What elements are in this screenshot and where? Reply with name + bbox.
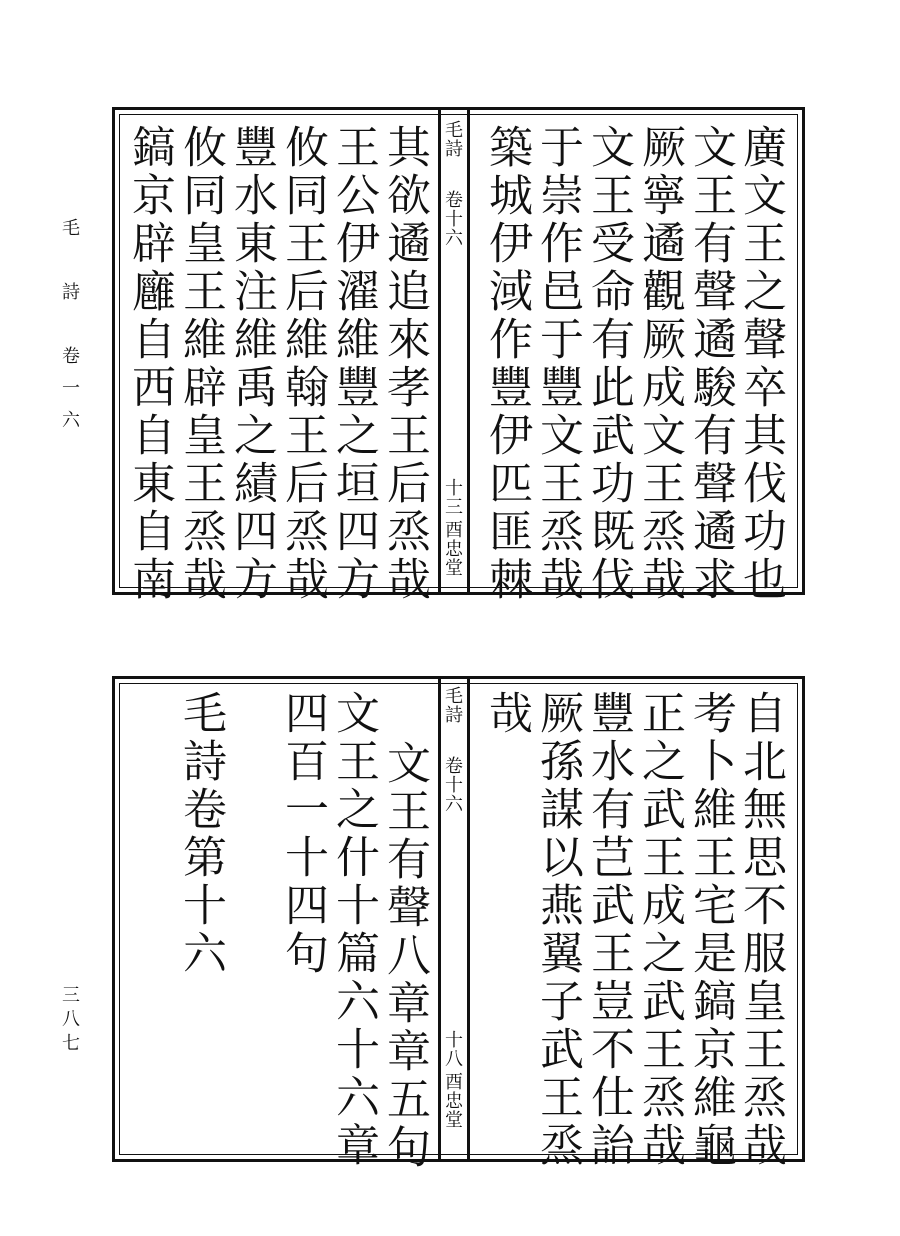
- lower-left-col-5: 毛詩卷第十六: [175, 690, 226, 978]
- upper-left-col-6: 鎬京辟廱自西自東自南: [124, 124, 175, 604]
- lower-right-col-6: 哉: [481, 690, 532, 738]
- upper-right-col-4: 文王受命有此武功既伐: [583, 124, 634, 604]
- upper-center-studio: 酉忠堂: [442, 520, 463, 577]
- upper-left-col-5: 攸同皇王維辟皇王烝哉: [175, 124, 226, 604]
- lower-right-col-5: 厥孫謀以燕翼子武王烝: [532, 690, 583, 1170]
- lower-center-title: 毛詩: [442, 686, 463, 724]
- upper-center-folio: 十三: [442, 478, 463, 516]
- lower-center-studio: 酉忠堂: [442, 1072, 463, 1129]
- lower-center-rule-left: [438, 679, 441, 1159]
- upper-left-col-2: 王公伊濯維豐之垣四方: [328, 124, 379, 604]
- margin-book-title: 毛 詩 卷一六: [59, 218, 80, 442]
- lower-left-col-2: 文王之什十篇六十六章: [328, 690, 379, 1170]
- lower-right-col-4: 豐水有芑武王豈不仕詒: [583, 690, 634, 1170]
- upper-center-rule-left: [438, 110, 441, 592]
- upper-left-col-4: 豐水東注維禹之績四方: [226, 124, 277, 604]
- lower-center-rule-right: [467, 679, 470, 1159]
- upper-center-volume: 卷十六: [442, 190, 463, 247]
- lower-left-col-1: 文王有聲八章章五句: [379, 740, 430, 1172]
- lower-center-folio: 十八: [442, 1030, 463, 1068]
- upper-right-col-5: 于崇作邑于豐文王烝哉: [532, 124, 583, 604]
- lower-right-col-3: 正之武王成之武王烝哉: [634, 690, 685, 1170]
- lower-right-col-1: 自北無思不服皇王烝哉: [735, 690, 786, 1170]
- lower-left-col-3: 四百一十四句: [277, 690, 328, 978]
- lower-center-volume: 卷十六: [442, 756, 463, 813]
- upper-right-col-2: 文王有聲遹駿有聲遹求: [685, 124, 736, 604]
- upper-center-rule-right: [467, 110, 470, 592]
- upper-right-col-1: 廣文王之聲卒其伐功也: [735, 124, 786, 604]
- upper-right-col-3: 厥寧遹觀厥成文王烝哉: [634, 124, 685, 604]
- upper-center-title: 毛詩: [442, 120, 463, 158]
- upper-left-col-3: 攸同王后維翰王后烝哉: [277, 124, 328, 604]
- upper-left-col-1: 其欲遹追來孝王后烝哉: [379, 124, 430, 604]
- lower-right-col-2: 考卜維王宅是鎬京維龜: [685, 690, 736, 1170]
- upper-right-col-6: 築城伊淢作豐伊匹匪棘: [481, 124, 532, 604]
- margin-page-number: 三八七: [59, 985, 80, 1057]
